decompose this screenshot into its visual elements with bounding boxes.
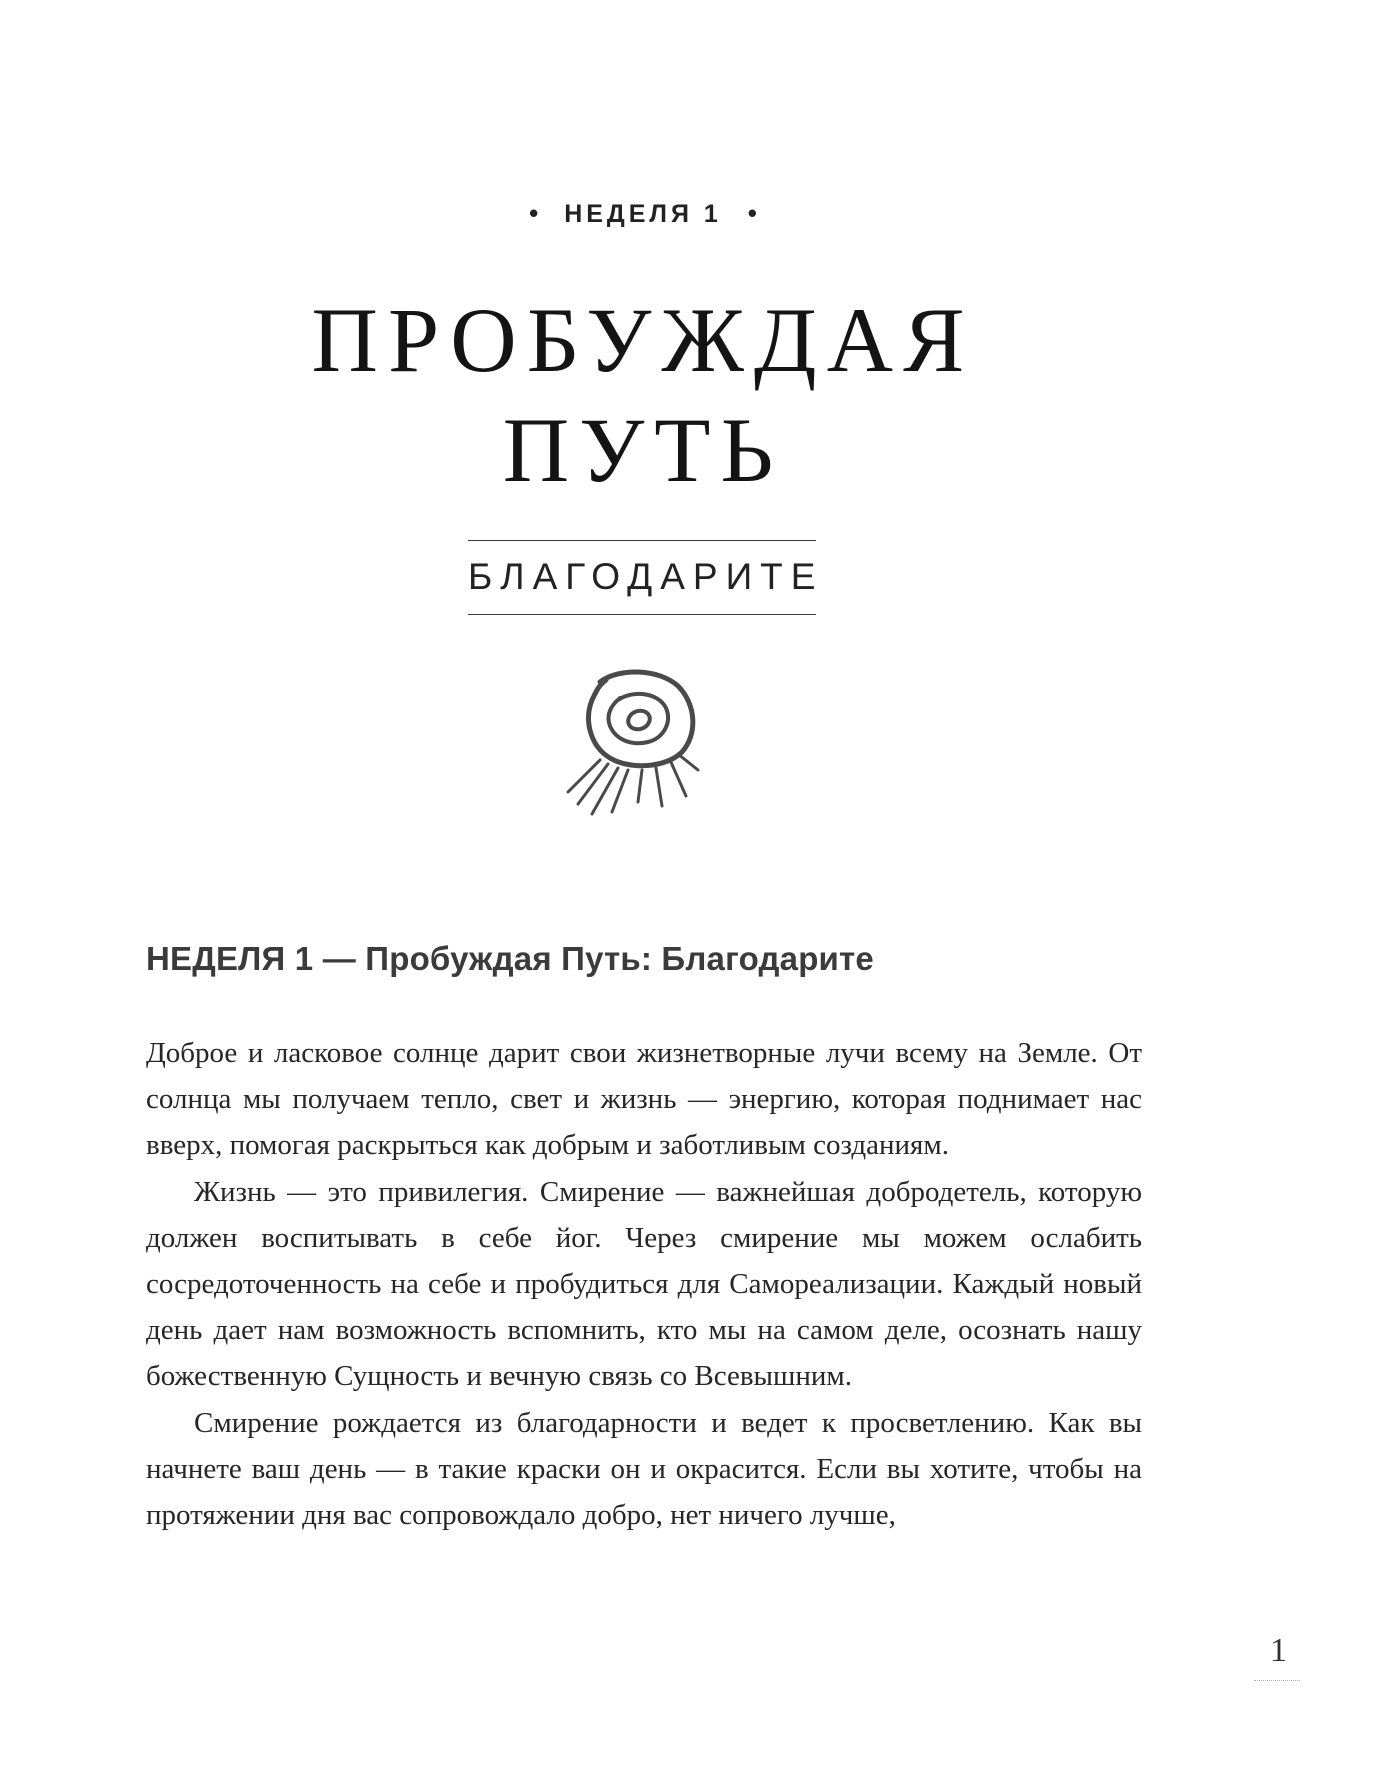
body-text [146,1030,1142,1539]
chapter-title-line-1: ПРОБУЖДАЯ [311,289,975,391]
subtitle-rule-bottom [468,614,816,615]
week-label-text: НЕДЕЛЯ 1 [564,200,722,228]
bullet-left: • [529,198,539,228]
sun-icon [560,664,710,824]
page-number-rule [1254,1680,1300,1681]
paragraph-3: Смирение рождается из благодарности и ведет к просветлению. Как вы начнете ваш день — в такие краски он и окрасится. Если вы хотите, чтобы на протяжении дня вас сопровождало добро, нет ничего лучше, [146,1407,1142,1531]
week-label [0,198,1286,229]
bullet-right: • [747,198,757,228]
paragraph-1: Доброе и ласковое солнце дарит свои жизнетворные лучи всему на Земле. От солнца мы получаем тепло, свет и жизнь — энергию, которая поднимает нас вверх, помогая раскрыться как добрым и заботливым созданиям. [146,1037,1142,1161]
page-number: 1 [1270,1632,1287,1669]
subtitle-block [468,540,824,615]
chapter-title-line-2: ПУТЬ [502,399,784,501]
section-heading: НЕДЕЛЯ 1 — Пробуждая Путь: Благодарите [146,940,874,977]
paragraph-2: Жизнь — это привилегия. Смирение — важнейшая добродетель, которую должен воспитывать в себе йог. Через смирение мы можем ослабить сосредоточенность на себе и пробудиться для Самореализации. Каждый новый день дает нам возможность вспомнить, кто мы на самом деле, осознать нашу божественную Сущность и вечную связь со Всевышним. [146,1176,1142,1392]
chapter-subtitle: БЛАГОДАРИТЕ [468,556,824,597]
